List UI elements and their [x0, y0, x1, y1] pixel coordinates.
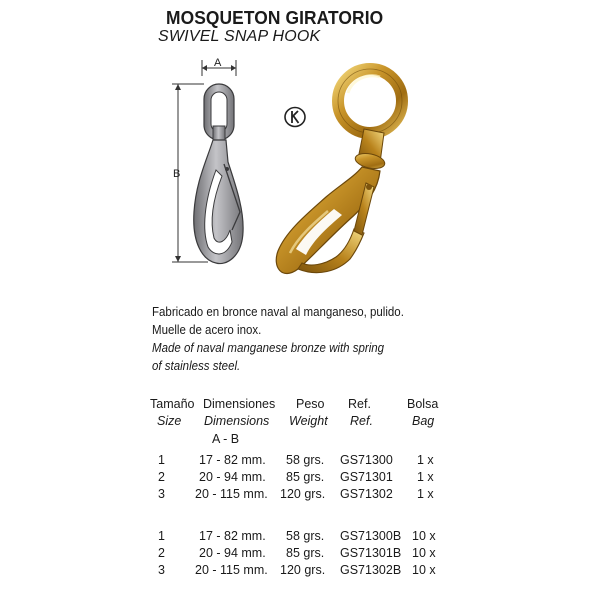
table-row-size: 2	[158, 546, 165, 560]
dimensions-subheader: A - B	[212, 432, 240, 446]
table-row-bag: 10 x	[412, 563, 436, 577]
table-row-ref: GS71300	[340, 453, 393, 467]
description-line-es-2: Muelle de acero inox.	[152, 323, 262, 337]
table-row-size: 2	[158, 470, 165, 484]
header-size-en: Size	[157, 414, 182, 428]
table-row-ref: GS71302	[340, 487, 393, 501]
dim-a-label: A	[214, 57, 222, 69]
table-row-size: 3	[158, 563, 165, 577]
header-weight-en: Weight	[289, 414, 328, 428]
table-row-dims: 17 - 82 mm.	[199, 529, 266, 543]
table-row-ref: GS71302B	[340, 563, 402, 577]
product-description	[152, 303, 404, 375]
header-bag-es: Bolsa	[407, 397, 439, 411]
header-ref-en: Ref.	[350, 414, 373, 428]
table-row-weight: 120 grs.	[280, 487, 326, 501]
dim-b-label: B	[173, 168, 181, 180]
table-row-ref: GS71301	[340, 470, 393, 484]
table-row-bag: 10 x	[412, 529, 436, 543]
table-row-dims: 20 - 115 mm.	[195, 563, 268, 577]
table-row-weight: 120 grs.	[280, 563, 326, 577]
product-photo	[268, 63, 418, 288]
table-row-ref: GS71301B	[340, 546, 402, 560]
table-row-size: 3	[158, 487, 165, 501]
header-ref-es: Ref.	[348, 397, 371, 411]
product-title: MOSQUETON GIRATORIO	[166, 7, 384, 28]
table-row-weight: 58 grs.	[286, 453, 325, 467]
dimension-diagram	[160, 52, 250, 287]
table-row-ref: GS71300B	[340, 529, 402, 543]
table-row-weight: 85 grs.	[286, 546, 325, 560]
table-row-dims: 20 - 94 mm.	[199, 470, 266, 484]
header-size-es: Tamaño	[150, 397, 195, 411]
table-row-dims: 20 - 115 mm.	[195, 487, 268, 501]
table-row-size: 1	[158, 529, 165, 543]
spec-table	[0, 397, 590, 587]
description-line-es-1: Fabricado en bronce naval al manganeso, pulido.	[152, 305, 404, 319]
table-row-bag: 1 x	[417, 470, 434, 484]
table-row-dims: 20 - 94 mm.	[199, 546, 266, 560]
table-row-bag: 10 x	[412, 546, 436, 560]
header-dimensions-en: Dimensions	[204, 414, 270, 428]
table-row-bag: 1 x	[417, 487, 434, 501]
table-row-weight: 58 grs.	[286, 529, 325, 543]
description-line-en-2: of stainless steel.	[152, 359, 241, 373]
table-row-weight: 85 grs.	[286, 470, 325, 484]
header-weight-es: Peso	[296, 397, 325, 411]
header-bag-en: Bag	[412, 414, 435, 428]
header-dimensions-es: Dimensiones	[203, 397, 276, 411]
table-row-dims: 17 - 82 mm.	[199, 453, 266, 467]
table-row-size: 1	[158, 453, 165, 467]
product-subtitle: SWIVEL SNAP HOOK	[158, 28, 321, 45]
table-row-bag: 1 x	[417, 453, 434, 467]
description-line-en-1: Made of naval manganese bronze with spring	[152, 341, 385, 355]
